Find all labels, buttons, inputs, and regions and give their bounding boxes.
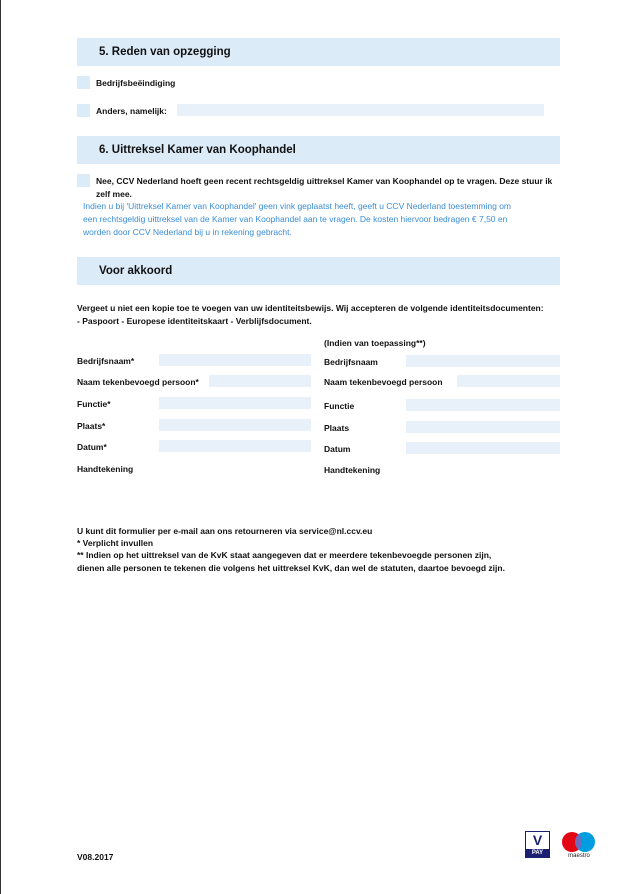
right-label-functie: Functie (324, 401, 355, 411)
right-label-naam-tekenbevoegd: Naam tekenbevoegd persoon (324, 377, 443, 387)
checkbox-bedrijfsbeeindiging[interactable] (77, 76, 90, 89)
kvk-note-line-2: een rechtsgeldig uittreksel van de Kamer van Koophandel aan te vragen. De kosten hiervoor bedragen € 7,50 en (83, 214, 508, 224)
section-5-title: 5. Reden van opzegging (99, 46, 231, 58)
kvk-note-line-3: worden door CCV Nederland bij u in rekening gebracht. (83, 227, 292, 237)
right-functie-field[interactable] (406, 399, 560, 411)
right-column-header: (Indien van toepassing**) (324, 338, 426, 348)
section-5-header (77, 38, 560, 66)
anders-reason-field[interactable] (177, 104, 544, 116)
footer-required-note: * Verplicht invullen (77, 538, 154, 548)
left-label-plaats: Plaats* (77, 421, 106, 431)
option-anders-label: Anders, namelijk: (96, 106, 167, 116)
maestro-circles-icon (560, 831, 598, 853)
footer-kvk-note-2: dienen alle personen te tekenen die volgens het uittreksel KvK, dan wel de statuten, daartoe bevoegd zijn. (77, 563, 505, 573)
akkoord-title: Voor akkoord (99, 265, 173, 277)
right-bedrijfsnaam-field[interactable] (406, 355, 560, 367)
left-label-functie: Functie* (77, 399, 111, 409)
vpay-logo-v: V (532, 832, 543, 848)
right-label-bedrijfsnaam: Bedrijfsnaam (324, 357, 378, 367)
left-naam-tekenbevoegd-field[interactable] (209, 375, 311, 387)
left-functie-field[interactable] (159, 397, 311, 409)
right-datum-field[interactable] (406, 442, 560, 454)
maestro-logo-text: maestro (568, 853, 590, 859)
option-bedrijfsbeeindiging-label: Bedrijfsbeëindiging (96, 78, 176, 88)
right-plaats-field[interactable] (406, 421, 560, 433)
left-bedrijfsnaam-field[interactable] (159, 354, 311, 366)
left-plaats-field[interactable] (159, 419, 311, 431)
checkbox-anders[interactable] (77, 104, 90, 117)
akkoord-intro-line-2: - Paspoort - Europese identiteitskaart - Verblijfsdocument. (77, 316, 312, 326)
right-label-handtekening: Handtekening (324, 465, 381, 475)
footer-email-line: U kunt dit formulier per e-mail aan ons retourneren via service@nl.ccv.eu (77, 526, 373, 536)
left-label-naam-tekenbevoegd: Naam tekenbevoegd persoon* (77, 377, 199, 387)
left-datum-field[interactable] (159, 440, 311, 452)
maestro-logo (560, 831, 598, 861)
checkbox-kvk-zelf[interactable] (77, 174, 90, 187)
version-label: V08.2017 (77, 852, 114, 862)
section-6-header (77, 136, 560, 164)
right-naam-tekenbevoegd-field[interactable] (457, 375, 560, 387)
kvk-note-line-1: Indien u bij 'Uittreksel Kamer van Koophandel' geen vink geplaatst heeft, geeft u CCV Nederland toestemming om (83, 201, 512, 211)
left-label-datum: Datum* (77, 442, 107, 452)
left-label-bedrijfsnaam: Bedrijfsnaam* (77, 356, 135, 366)
kvk-option-line-1: Nee, CCV Nederland hoeft geen recent rechtsgeldig uittreksel Kamer van Koophandel op te vragen. Deze stuur ik (96, 176, 553, 186)
akkoord-header (77, 257, 560, 285)
akkoord-intro-line-1: Vergeet u niet een kopie toe te voegen van uw identiteitsbewijs. Wij accepteren de volgende identiteitsdocumenten: (77, 303, 544, 313)
vpay-logo (525, 831, 550, 858)
footer-kvk-note-1: ** Indien op het uittreksel van de KvK staat aangegeven dat er meerdere tekenbevoegde personen zijn, (77, 550, 492, 560)
section-6-title: 6. Uittreksel Kamer van Koophandel (99, 144, 296, 156)
page-left-border (0, 0, 1, 894)
vpay-logo-pay: PAY (526, 849, 549, 857)
right-label-datum: Datum (324, 444, 351, 454)
left-label-handtekening: Handtekening (77, 464, 134, 474)
right-label-plaats: Plaats (324, 423, 350, 433)
kvk-option-line-2: zelf mee. (96, 189, 132, 199)
